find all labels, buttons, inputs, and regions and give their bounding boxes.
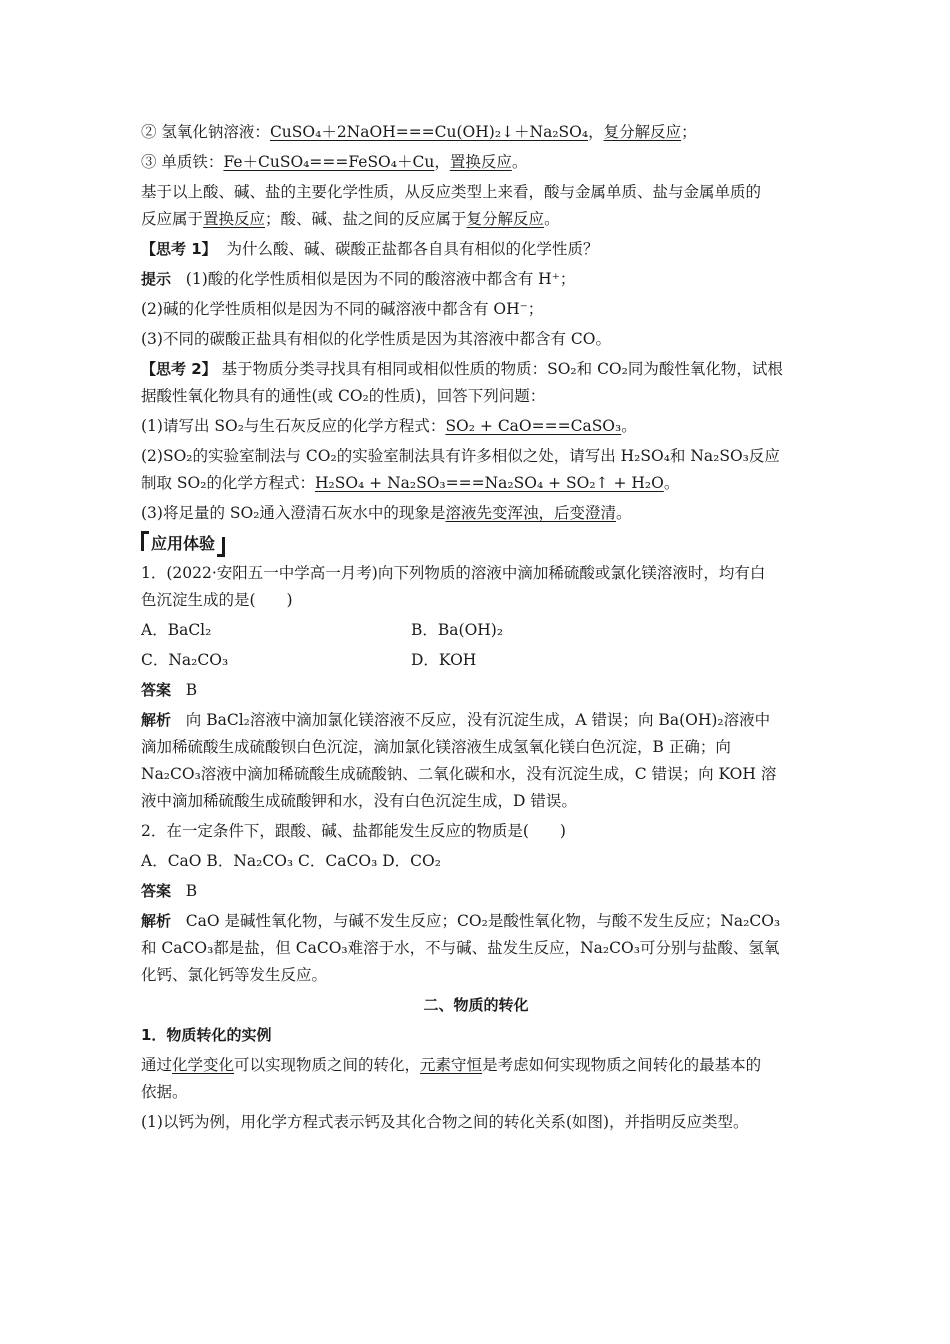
problem1-analysis-4: 液中滴加稀硫酸生成硫酸钾和水，没有白色沉淀生成，D 错误。	[141, 792, 577, 810]
section2-para-1-end: 依据。	[141, 1083, 188, 1101]
reaction-label: ③ 单质铁：	[141, 153, 224, 171]
text: ；酸、碱、盐之间的反应属于	[265, 210, 467, 228]
option-d: D．KOH	[411, 651, 477, 669]
problem1-analysis-3: Na₂CO₃溶液中滴加稀硫酸生成硫酸钠、二氧化碳和水，没有沉淀生成，C 错误；向 KOH 溶	[141, 765, 777, 783]
reaction-label: ② 氢氧化钠溶液：	[141, 123, 270, 141]
bracket-right-icon	[217, 537, 225, 557]
punct: ；	[681, 123, 697, 141]
problem2-analysis-2: 和 CaCO₃都是盐，但 CaCO₃难溶于水，不与碱、盐发生反应，Na₂CO₃可分别与盐酸、氢氧	[141, 939, 780, 957]
hint-text: (1)酸的化学性质相似是因为不同的酸溶液中都含有 H⁺；	[185, 270, 576, 288]
blank-answer: 化学变化	[172, 1056, 235, 1074]
hint-label: 提示	[141, 270, 172, 288]
think2-q1	[141, 414, 811, 438]
question-text: 为什么酸、碱、碳酸正盐都各自具有相似的化学性质？	[226, 240, 599, 258]
section2-para-1	[141, 1053, 811, 1077]
blank-answer: 复分解反应	[466, 210, 545, 228]
question-text: 基于物质分类寻找具有相同或相似性质的物质：SO₂和 CO₂同为酸性氧化物，试根	[221, 360, 783, 378]
think2-q2-line1: (2)SO₂的实验室制法与 CO₂的实验室制法具有许多相似之处，请写出 H₂SO₄和 Na₂SO₃反应	[141, 447, 780, 465]
problem1-analysis-1	[141, 708, 811, 732]
think-tag: 【思考 2】	[141, 360, 217, 378]
badge-label: 应用体验	[151, 534, 216, 553]
reaction-type-answer: 置换反应	[449, 153, 512, 171]
section-badge	[141, 531, 811, 555]
punct: 。	[615, 504, 632, 522]
problem2-stem: 2．在一定条件下，跟酸、碱、盐都能发生反应的物质是( )	[141, 822, 566, 840]
blank-answer: 元素守恒	[420, 1056, 483, 1074]
think1-hint-1	[141, 267, 811, 291]
problem1-options-ab	[141, 618, 811, 642]
problem1-options-cd	[141, 648, 811, 672]
text: 可以实现物质之间的转化，	[234, 1056, 421, 1074]
problem1-stem-2: 色沉淀生成的是( )	[141, 591, 293, 609]
answer-label: 答案	[141, 882, 172, 900]
think-tag: 【思考 1】	[141, 240, 217, 258]
section2-subtitle: 1．物质转化的实例	[141, 1026, 272, 1044]
think1-hint-2: (2)碱的化学性质相似是因为不同的碱溶液中都含有 OH⁻；	[141, 300, 544, 318]
separator: ，	[434, 153, 450, 171]
problem1-analysis-2: 滴加稀硫酸生成硫酸钡白色沉淀，滴加氯化镁溶液生成氢氧化镁白色沉淀，B 正确；向	[141, 738, 731, 756]
equation-answer: CuSO₄＋2NaOH===Cu(OH)₂↓＋Na₂SO₄	[269, 123, 589, 141]
think2-intro-2: 据酸性氧化物具有的通性(或 CO₂的性质)，回答下列问题：	[141, 387, 546, 405]
section2-para-2: (1)以钙为例，用化学方程式表示钙及其化合物之间的转化关系(如图)，并指明反应类型。	[141, 1113, 749, 1131]
problem2-answer	[141, 879, 811, 903]
blank-answer: 置换反应	[203, 210, 266, 228]
equation-answer: SO₂ + CaO===CaSO₃	[445, 417, 622, 435]
analysis-text: CaO 是碱性氧化物，与碱不发生反应；CO₂是酸性氧化物，与酸不发生反应；Na₂CO₃	[185, 912, 781, 930]
phenomenon-answer: 溶液先变浑浊，后变澄清	[445, 504, 616, 522]
question-text: (1)请写出 SO₂与生石灰反应的化学方程式：	[141, 417, 446, 435]
question-text: 制取 SO₂的化学方程式：	[141, 474, 315, 492]
punct: 。	[621, 417, 637, 435]
badge-wrapper	[141, 531, 225, 557]
option-c: C．Na₂CO₃	[141, 651, 229, 669]
reaction-fe	[141, 150, 811, 174]
analysis-label: 解析	[141, 711, 172, 729]
bracket-left-icon	[141, 531, 149, 551]
punct: 。	[663, 474, 680, 492]
think2-intro-1	[141, 357, 811, 381]
section2-title: 二、物质的转化	[423, 996, 529, 1014]
problem2-analysis-1	[141, 909, 811, 933]
think2-q3	[141, 501, 811, 525]
reaction-naoh	[141, 120, 811, 144]
think2-q2-line2	[141, 471, 811, 495]
reaction-type-answer: 复分解反应	[603, 123, 682, 141]
analysis-label: 解析	[141, 912, 172, 930]
problem2-analysis-3: 化钙、氯化钙等发生反应。	[141, 966, 328, 984]
punct: 。	[511, 153, 528, 171]
problem1-answer	[141, 678, 811, 702]
equation-answer: H₂SO₄ + Na₂SO₃===Na₂SO₄ + SO₂↑ + H₂O	[314, 474, 664, 492]
analysis-text: 向 BaCl₂溶液中滴加氯化镁溶液不反应，没有沉淀生成，A 错误；向 Ba(OH)₂溶液中	[185, 711, 771, 729]
text: 反应属于	[141, 210, 204, 228]
option-b: B．Ba(OH)₂	[411, 621, 504, 639]
think1-question	[141, 237, 811, 261]
question-text: (3)将足量的 SO₂通入澄清石灰水中的现象是	[141, 504, 446, 522]
document-page	[141, 120, 811, 1140]
text: 是考虑如何实现物质之间转化的最基本的	[482, 1056, 762, 1074]
problem1-stem-1: 1．(2022·安阳五一中学高一月考)向下列物质的溶液中滴加稀硫酸或氯化镁溶液时，均有白	[141, 564, 766, 582]
text: 通过	[141, 1056, 173, 1074]
summary-line-1: 基于以上酸、碱、盐的主要化学性质，从反应类型上来看，酸与金属单质、盐与金属单质的	[141, 183, 762, 201]
equation-answer: Fe＋CuSO₄===FeSO₄＋Cu	[223, 153, 435, 171]
answer-value: B	[185, 681, 198, 699]
option-a: A．BaCl₂	[141, 621, 212, 639]
problem2-options: A．CaO B．Na₂CO₃ C．CaCO₃ D．CO₂	[141, 852, 441, 870]
separator: ，	[588, 123, 604, 141]
text: 。	[544, 210, 560, 228]
think1-hint-3: (3)不同的碳酸正盐具有相似的化学性质是因为其溶液中都含有 CO。	[141, 330, 611, 348]
answer-label: 答案	[141, 681, 172, 699]
answer-value: B	[185, 882, 198, 900]
summary-line-2	[141, 207, 811, 231]
